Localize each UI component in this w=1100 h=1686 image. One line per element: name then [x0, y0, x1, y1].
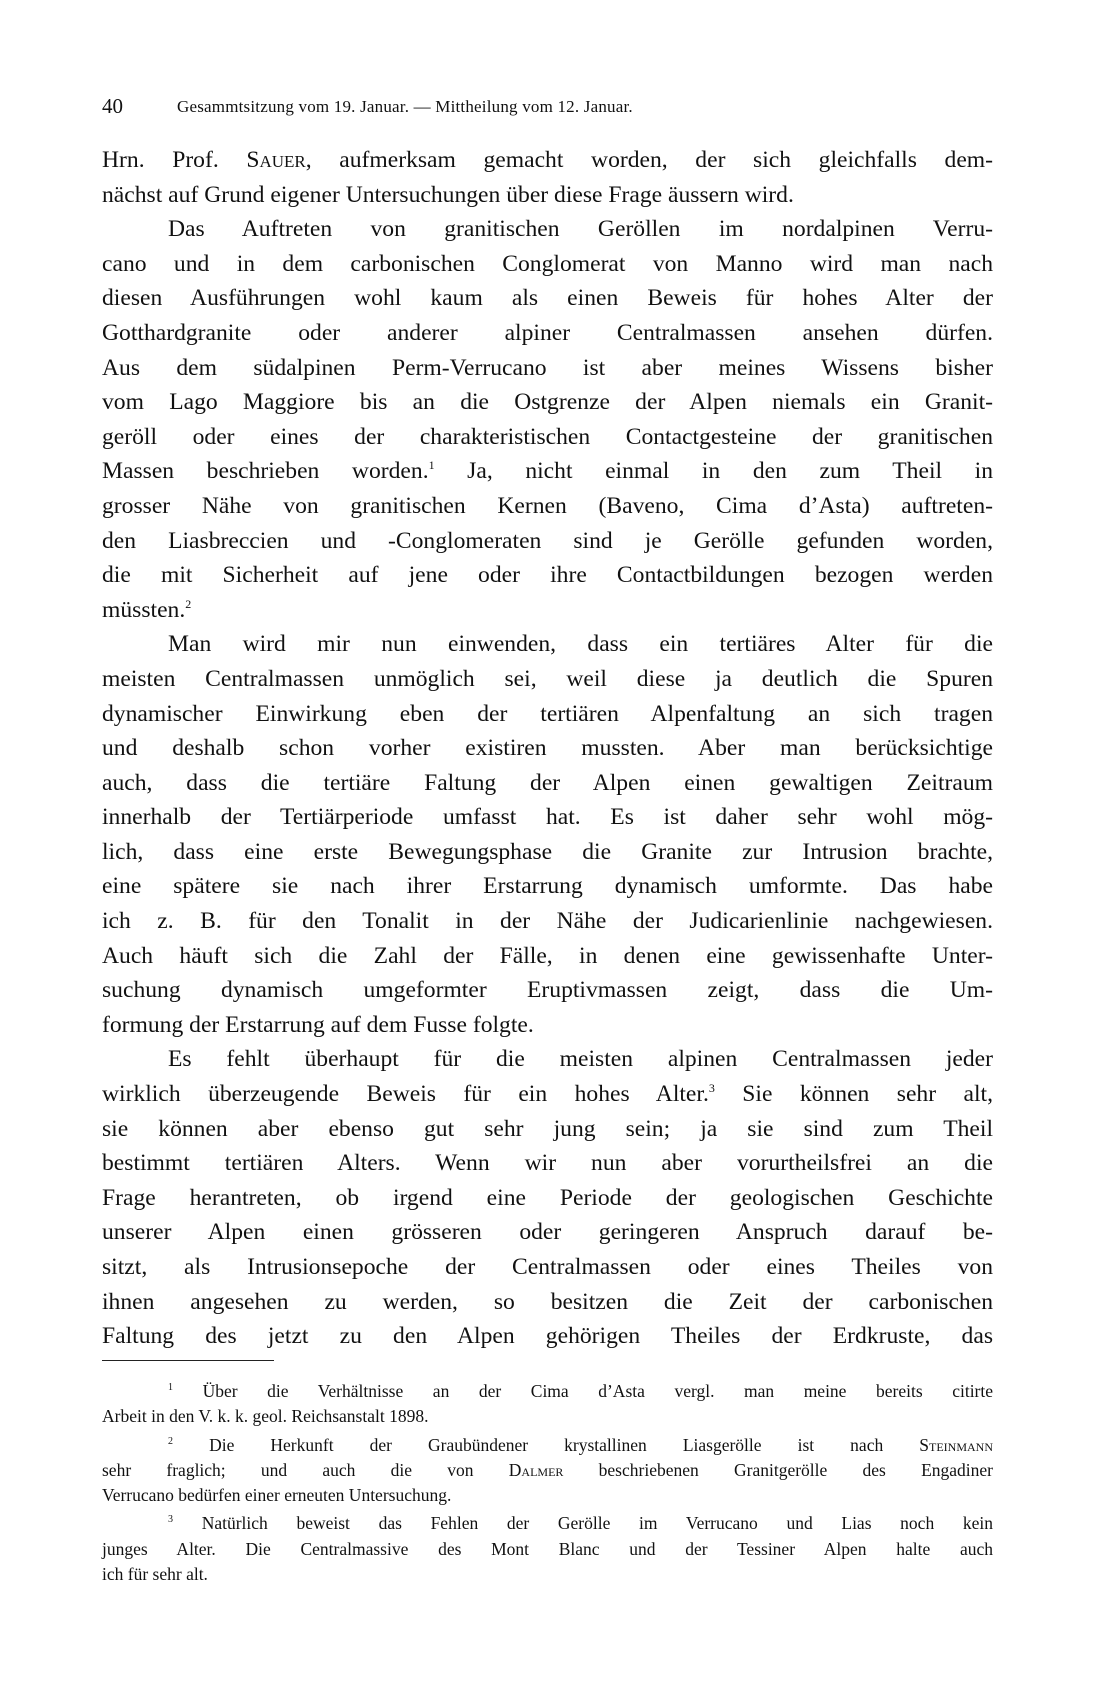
page-header — [102, 91, 993, 121]
text-line: ihnen angesehen zu werden, so besitzen die Zeit der carbonischen — [102, 1288, 993, 1315]
author-name: Steinmann — [919, 1434, 993, 1455]
footnote-text: Natürlich beweist das Fehlen der Gerölle im Verrucano und Lias noch kein — [201, 1513, 994, 1534]
text-line — [102, 454, 993, 489]
text-line: lich, dass eine erste Bewegungsphase die Granite zur Intrusion brachte, — [102, 838, 993, 865]
text-line: die mit Sicherheit auf jene oder ihre Contactbildungen bezogen werden — [102, 562, 993, 589]
text-line: grosser Nähe von granitischen Kernen (Baveno, Cima d’Asta) auftreten- — [102, 492, 993, 519]
text-line: eine spätere sie nach ihrer Erstarrung dynamisch umformte. Das habe — [102, 873, 993, 900]
text-line: sie können aber ebenso gut sehr jung sein; ja sie sind zum Theil — [102, 1115, 993, 1142]
text-line: cano und in dem carbonischen Conglomerat von Manno wird man nach — [102, 250, 993, 277]
footnote-text: Die Herkunft der Graubündener krystallinen Liasgerölle ist nach — [209, 1434, 920, 1455]
running-title: Gesammtsitzung vom 19. Januar. — Mittheilung vom 12. Januar. — [177, 97, 633, 116]
text-line: ich z. B. für den Tonalit in der Nähe der Judicarienlinie nachgewiesen. — [102, 908, 993, 935]
text-line: Auch häuft sich die Zahl der Fälle, in denen eine gewissenhafte Unter- — [102, 942, 993, 969]
text-line: geröll oder eines der charakteristischen Contactgesteine der granitischen — [102, 423, 993, 450]
footnote-text: ich für sehr alt. — [102, 1564, 208, 1585]
footnote-text: sehr fraglich; und auch die von — [102, 1459, 509, 1480]
footnote-line — [102, 1433, 993, 1458]
footnote-line — [102, 1404, 993, 1429]
footnote-line — [102, 1562, 993, 1587]
footnote-line — [102, 1511, 993, 1536]
text-line: sitzt, als Intrusionsepoche der Centralmassen oder eines Theiles von — [102, 1254, 993, 1280]
footnote-marker: 1 — [168, 1382, 173, 1393]
footnote-text: beschriebenen Granitgerölle des Engadiner — [563, 1459, 993, 1480]
text-line: den Liasbreccien und -Conglomeraten sind je Gerölle gefunden worden, — [102, 527, 993, 554]
text-line — [102, 143, 993, 178]
text-line: meisten Centralmassen unmöglich sei, weil diese ja deutlich die Spuren — [102, 665, 993, 692]
footnote-text: Arbeit in den V. k. k. geol. Reichsanstalt 1898. — [102, 1406, 429, 1427]
body-text — [102, 143, 993, 1354]
text-line: innerhalb der Tertiärperiode umfasst hat. Es ist daher sehr wohl mög- — [102, 804, 993, 831]
text-fragment: Ja, nicht einmal in den zum Theil in — [434, 458, 993, 485]
footnote-line — [102, 1483, 993, 1508]
text-fragment: wirklich überzeugende Beweis für ein hohes Alter. — [102, 1081, 709, 1108]
footnote-marker: 2 — [168, 1435, 173, 1447]
footnote-text: Verrucano bedürfen einer erneuten Untersuchung. — [102, 1485, 452, 1506]
text-line: diesen Ausführungen wohl kaum als einen Beweis für hohes Alter der — [102, 285, 993, 312]
footnote-text: junges Alter. Die Centralmassive des Mont Blanc und der Tessiner Alpen halte auch — [102, 1538, 993, 1559]
text-line: dynamischer Einwirkung eben der tertiären Alpenfaltung an sich tragen — [102, 700, 993, 727]
text-fragment: müssten. — [102, 596, 186, 623]
author-name: Dalmer — [508, 1459, 564, 1480]
page-number: 40 — [102, 94, 123, 118]
text-line: auch, dass die tertiäre Faltung der Alpen einen gewaltigen Zeitraum — [102, 769, 993, 796]
text-line — [102, 593, 993, 628]
author-name: Sauer — [246, 147, 306, 173]
footnote-marker: 3 — [168, 1514, 173, 1526]
text-fragment: Sie können sehr alt, — [714, 1081, 993, 1108]
text-line: Gotthardgranite oder anderer alpiner Centralmassen ansehen dürfen. — [102, 319, 993, 346]
text-fragment: Massen beschrieben worden. — [102, 458, 429, 485]
text-line — [102, 1077, 993, 1112]
text-line: Faltung des jetzt zu den Alpen gehörigen Theiles der Erdkruste, das — [102, 1323, 993, 1350]
footnote-line — [102, 1379, 993, 1404]
footnote-reference[interactable]: 3 — [708, 1081, 715, 1096]
text-line: Das Auftreten von granitischen Geröllen im nordalpinen Verru- — [168, 216, 993, 243]
text-line: unserer Alpen einen grösseren oder geringeren Anspruch darauf be- — [102, 1219, 993, 1246]
text-line: nächst auf Grund eigener Untersuchungen über diese Frage äussern wird. — [102, 181, 794, 208]
footnote-line — [102, 1458, 993, 1483]
footnote-separator — [102, 1360, 274, 1361]
text-line: Es fehlt überhaupt für die meisten alpinen Centralmassen jeder — [168, 1046, 993, 1073]
text-line: und deshalb schon vorher existiren mussten. Aber man berücksichtige — [102, 735, 993, 762]
text-line: suchung dynamisch umgeformter Eruptivmassen zeigt, dass die Um- — [102, 977, 993, 1004]
text-fragment: , aufmerksam gemacht worden, der sich gleichfalls dem- — [305, 147, 994, 173]
footnote-reference[interactable]: 1 — [428, 458, 435, 473]
footnote-line — [102, 1537, 993, 1562]
text-line: formung der Erstarrung auf dem Fusse folgte. — [102, 1011, 534, 1038]
text-line: Man wird mir nun einwenden, dass ein tertiäres Alter für die — [168, 631, 993, 658]
footnote-reference[interactable]: 2 — [185, 596, 192, 611]
text-fragment: Hrn. Prof. — [102, 147, 247, 173]
text-line: bestimmt tertiären Alters. Wenn wir nun aber vorurtheilsfrei an die — [102, 1150, 993, 1177]
footnotes — [102, 1379, 993, 1587]
text-line: Frage herantreten, ob irgend eine Periode der geologischen Geschichte — [102, 1184, 993, 1211]
footnote-text: Über die Verhältnisse an der Cima d’Asta vergl. man meine bereits citirte — [202, 1381, 994, 1401]
text-line: vom Lago Maggiore bis an die Ostgrenze der Alpen niemals ein Granit- — [102, 389, 993, 416]
text-line: Aus dem südalpinen Perm-Verrucano ist aber meines Wissens bisher — [102, 354, 993, 381]
